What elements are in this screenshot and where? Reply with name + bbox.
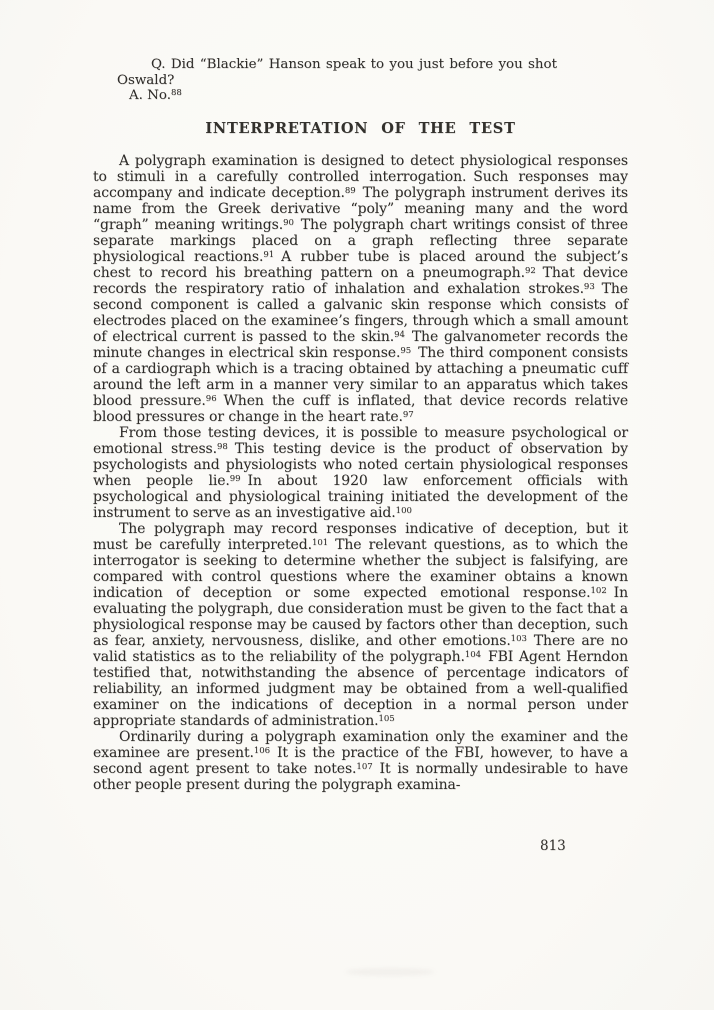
footnote-ref: 88 [170,87,182,98]
footnote-ref: 102 [590,585,607,596]
footnote-ref: 101 [311,537,329,548]
footnote-ref: 89 [344,185,356,196]
page-number: 813 [540,838,566,854]
footnote-ref: 95 [400,345,412,356]
footnote-ref: 99 [229,473,241,484]
paragraph: From those testing devices, it is possible to measure psychological or emotional stress.$^{98}$ This testing device is the product of observation by psychologists and physiologists who noted certain physiological responses when people lie.$^{99}$ In about 1920 law enforcement officials with psychological and physiological training initiated the development of the instrument to serve as an investigative aid.$^{100}$ [93,425,628,521]
footnote-ref: 100 [395,505,412,516]
body-paragraphs [93,153,628,793]
footnote-ref: 97 [402,409,414,420]
footnote-ref: 90 [283,217,294,228]
paragraph: Ordinarily during a polygraph examination only the examiner and the examinee are present.$^{106}$ It is the practice of the FBI, however, to have a second agent present to take notes.$^{107}$ It is normally undesirable to have other people present during the polygraph examina- [93,729,629,793]
testimony-excerpt [117,57,557,104]
testimony-question: Q. Did “Blackie” Hanson speak to you just before you shot Oswald? [117,57,557,88]
footnote-ref: 104 [464,649,482,660]
scan-smudge [345,968,435,976]
paragraph: The polygraph may record responses indicative of deception, but it must be carefully interpreted.$^{101}$ The relevant questions, as to which the interrogator is seeking to determine whether the subject is falsifying, are compared with control questions where the examiner obtains a known indication of deception or some expected emotional response.$^{102}$ In evaluating the polygraph, due consideration must be given to the fact that a physiological response may be caused by factors other than deception, such as fear, anxiety, nervousness, dislike, and other emotions.$^{103}$ There are no valid statistics as to the reliability of the polygraph.$^{104}$ FBI Agent Herndon testified that, notwithstanding the absence of percentage indicators of reliability, an informed judgment may be obtained from a well-qualified examiner on the indications of deception in a normal person under appropriate standards of administration.$^{105}$ [93,521,628,729]
paragraph: A polygraph examination is designed to detect physiological responses to stimuli in a carefully controlled interrogation. Such responses may accompany and indicate deception.$^{89}$ The polygraph instrument derives its name from the Greek derivative “poly” meaning many and the word “graph” meaning writings.$^{90}$ The polygraph chart writings consist of three separate markings placed on a graph reflecting three separate physiological reactions.$^{91}$ A rubber tube is placed around the subject’s chest to record his breathing pattern on a pneumograph.$^{92}$ That device records the respiratory ratio of inhalation and exhalation strokes.$^{93}$ The second component is called a galvanic skin response which consists of electrodes placed on the examinee’s fingers, through which a small amount of electrical current is passed to the skin.$^{94}$ The galvanometer records the minute changes in electrical skin response.$^{95}$ The third component consists of a cardiograph which is a tracing obtained by attaching a pneumatic cuff around the left arm in a manner very similar to an apparatus which takes blood pressure.$^{96}$ When the cuff is inflated, that device records relative blood pressures or change in the heart rate.$^{97}$ [93,153,628,425]
footnote-ref: 106 [253,745,271,756]
footnote-ref: 91 [263,249,275,260]
footnote-ref: 98 [216,441,228,452]
footnote-ref: 96 [205,393,217,404]
footnote-ref: 105 [378,713,395,724]
footnote-ref: 94 [394,329,405,340]
testimony-answer [117,88,557,104]
footnote-ref: 107 [356,761,373,772]
footnote-ref: 93 [583,281,595,292]
section-heading: INTERPRETATION OF THE TEST [205,120,516,137]
footnote-ref: 103 [510,633,527,644]
testimony-answer-text: A. No. [129,88,171,104]
footnote-ref: 92 [524,265,536,276]
